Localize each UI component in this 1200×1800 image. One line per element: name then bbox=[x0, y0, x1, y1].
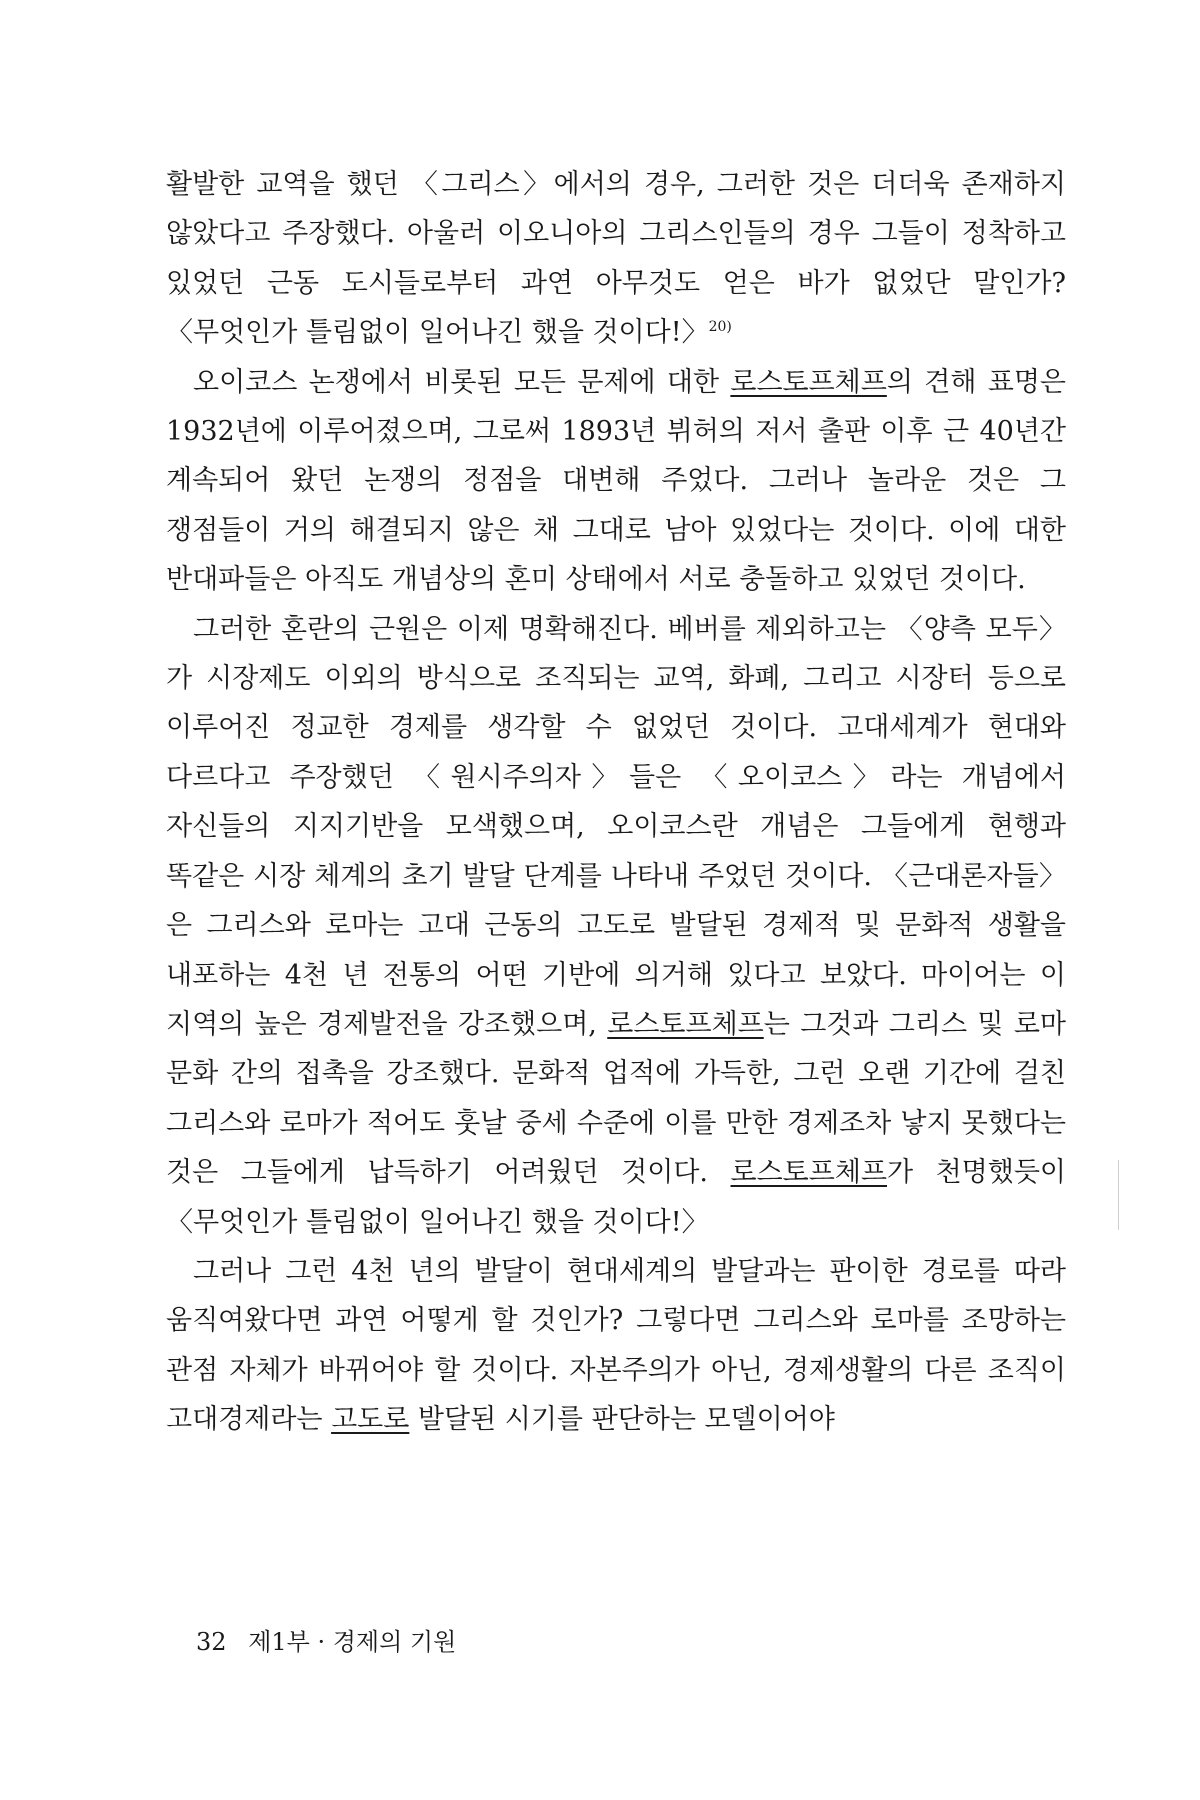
paragraph bbox=[166, 1247, 1066, 1445]
text-run: 가 천명했듯이 〈무엇인가 틀림없이 일어나긴 했을 것이다!〉 bbox=[166, 1157, 1066, 1238]
text-run: 오이코스 논쟁에서 비롯된 모든 문제에 대한 bbox=[193, 366, 731, 398]
footnote-marker: 20) bbox=[708, 319, 732, 336]
underlined-text: 로스토프체프 bbox=[730, 1157, 887, 1189]
paragraph bbox=[166, 358, 1066, 605]
page-number: 32 bbox=[196, 1628, 227, 1656]
text-run: 는 그것과 그리스 및 로마 문화 간의 접촉을 강조했다. 문화적 업적에 가득한, 그런 오랜 기간에 걸친 그리스와 로마가 적어도 훗날 중세 수준에 이를 만한 경제조차 낳지 못했다는 것은 그들에게 납득하기 어려웠던 것이다. bbox=[166, 1008, 1066, 1189]
text-run: 의 견해 표명은 1932년에 이루어졌으며, 그로써 1893년 뷔허의 저서 출판 이후 근 40년간 계속되어 왔던 논쟁의 정점을 대변해 주었다. 그러나 놀라운 것은 그 쟁점들이 거의 해결되지 않은 채 그대로 남아 있었다는 것이다. 이에 대한 반대파들은 아직도 개념상의 혼미 상태에서 서로 충돌하고 있었던 것이다. bbox=[166, 366, 1066, 596]
page-footer bbox=[196, 1622, 456, 1657]
running-title: 제1부 · 경제의 기원 bbox=[248, 1628, 457, 1656]
text-run: 그러한 혼란의 근원은 이제 명확해진다. 베버를 제외하고는 〈양측 모두〉가 시장제도 이외의 방식으로 조직되는 교역, 화폐, 그리고 시장터 등으로 이루어진 정교한 경제를 생각할 수 없었던 것이다. 고대세계가 현대와 다르다고 주장했던 〈원시주의자〉들은 〈오이코스〉라는 개념에서 자신들의 지지기반을 모색했으며, 오이코스란 개념은 그들에게 현행과 똑같은 시장 체계의 초기 발달 단계를 나타내 주었던 것이다. 〈근대론자들〉은 그리스와 로마는 고대 근동의 고도로 발달된 경제적 및 문화적 생활을 내포하는 4천 년 전통의 어떤 기반에 의거해 있다고 보았다. 마이어는 이 지역의 높은 경제발전을 강조했으며, bbox=[166, 613, 1066, 1040]
body-text bbox=[166, 160, 1066, 1445]
paragraph bbox=[166, 160, 1066, 358]
scan-edge-mark bbox=[1118, 1160, 1119, 1230]
paragraph bbox=[166, 605, 1066, 1247]
text-run: 그러나 그런 4천 년의 발달이 현대세계의 발달과는 판이한 경로를 따라 움직여왔다면 과연 어떻게 할 것인가? 그렇다면 그리스와 로마를 조망하는 관점 자체가 바뀌어야 할 것이다. 자본주의가 아닌, 경제생활의 다른 조직이 고대경제라는 bbox=[166, 1255, 1066, 1436]
underlined-text: 로스토프체프 bbox=[607, 1008, 764, 1040]
text-run: 활발한 교역을 했던 〈그리스〉에서의 경우, 그러한 것은 더더욱 존재하지 않았다고 주장했다. 아울러 이오니아의 그리스인들의 경우 그들이 정착하고 있었던 근동 도시들로부터 과연 아무것도 얻은 바가 없었단 말인가? 〈무엇인가 틀림없이 일어나긴 했을 것이다!〉 bbox=[166, 169, 1066, 349]
underlined-text: 로스토프체프 bbox=[730, 366, 887, 398]
underlined-text: 고도로 bbox=[331, 1404, 410, 1436]
text-run: 발달된 시기를 판단하는 모델이어야 bbox=[409, 1404, 835, 1436]
